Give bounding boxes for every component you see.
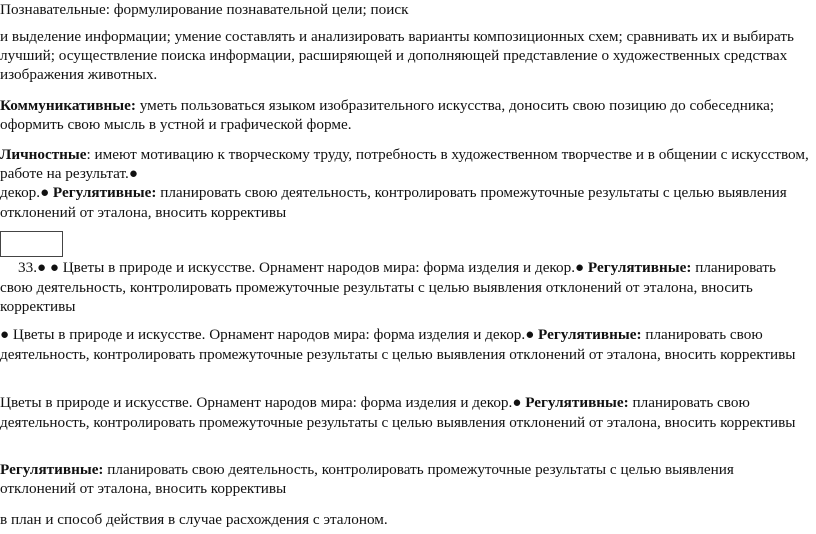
bullet-icon: ● <box>49 260 59 276</box>
paragraph-regulative-1 <box>0 183 812 222</box>
item-number: 33. <box>18 259 37 276</box>
paragraph-communicative <box>0 96 812 134</box>
bold-label: Регулятивные: <box>49 184 157 201</box>
paragraph-text: декор. <box>0 184 41 201</box>
paragraph-text: Цветы в природе и искусстве. Орнамент народов мира: форма изделия и декор. <box>58 259 576 276</box>
empty-table-cell <box>0 231 63 257</box>
paragraph-item-33 <box>0 258 812 316</box>
paragraph-flowers-2 <box>0 393 812 432</box>
paragraph-text: планировать свою деятельность, контролировать промежуточные результаты с целью выявления отклонений от эталона, вносить коррективы <box>0 184 787 221</box>
paragraph-text: в план и способ действия в случае расхождения с эталоном. <box>0 511 388 528</box>
bold-label: Регулятивные: <box>521 394 629 411</box>
bold-label: Регулятивные: <box>0 461 104 478</box>
bold-label: Коммуникативные: <box>0 97 136 114</box>
bullet-icon: ● <box>40 185 50 201</box>
paragraph-text: планировать свою деятельность, контролировать промежуточные результаты с целью выявления отклонений от эталона, вносить коррективы <box>0 461 734 497</box>
paragraph-text: и выделение информации; умение составлять и анализировать варианты композиционных схем; сравнивать их и выбирать лучший; осуществление поиска информации, расширяющей и дополняющей представление о художественных средствах изображения животных. <box>0 28 794 83</box>
paragraph-plan <box>0 510 812 529</box>
bullet-icon: ● <box>512 395 522 411</box>
paragraph-cognitive-heading <box>0 0 812 19</box>
paragraph-text: Цветы в природе и искусстве. Орнамент народов мира: форма изделия и декор. <box>0 394 513 411</box>
bullet-icon: ● <box>0 327 10 343</box>
paragraph-text: планировать свою деятельность, контролировать промежуточные результаты с целью выявления отклонений от эталона, вносить коррективы <box>0 326 796 363</box>
paragraph-text: планировать свою деятельность, контролировать промежуточные результаты с целью выявления отклонений от эталона, вносить коррективы <box>0 259 776 315</box>
paragraph-text: Познавательные: формулирование познавательной цели; поиск <box>0 1 409 18</box>
bullet-icon: ● <box>575 260 585 276</box>
paragraph-text: планировать свою деятельность, контролировать промежуточные результаты с целью выявления отклонений от эталона, вносить коррективы <box>0 394 796 431</box>
paragraph-text: уметь пользоваться языком изобразительного искусства, доносить свою позицию до собеседника; оформить свою мысль в устной и графической форме. <box>0 97 775 133</box>
bullet-icon: ● <box>525 327 535 343</box>
bold-label: Личностные <box>0 146 87 163</box>
bold-label: Регулятивные: <box>584 259 692 276</box>
paragraph-text: Цветы в природе и искусстве. Орнамент народов мира: форма изделия и декор. <box>9 326 526 343</box>
paragraph-cognitive-body <box>0 27 812 84</box>
bold-label: Регулятивные: <box>534 326 642 343</box>
paragraph-flowers-1 <box>0 325 812 364</box>
paragraph-personal <box>0 145 812 184</box>
bullet-icon: ● <box>36 260 47 276</box>
bullet-icon: ● <box>128 166 138 182</box>
paragraph-regulative-2 <box>0 460 812 498</box>
paragraph-text: : имеют мотивацию к творческому труду, потребность в художественном творчестве и в общении с искусством, работе на результат. <box>0 146 809 182</box>
